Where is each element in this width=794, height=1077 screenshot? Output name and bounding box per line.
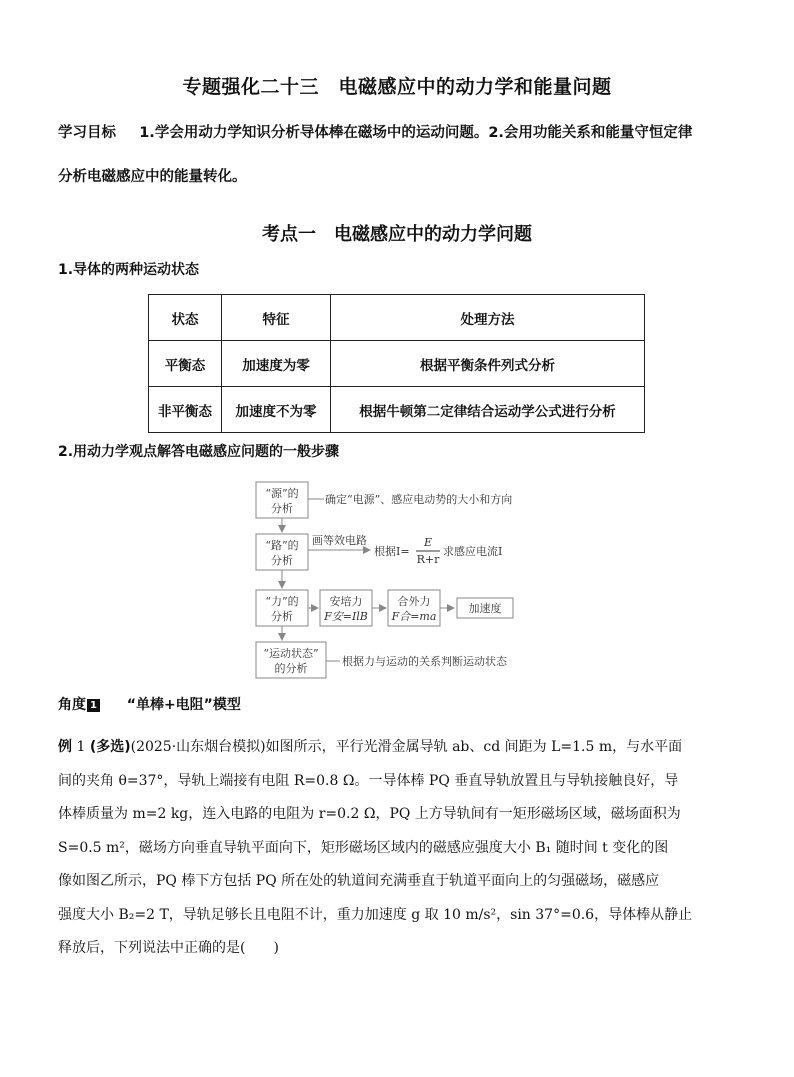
- flow-box-source-line1: “源”的: [265, 487, 299, 500]
- example-text-line: 强度大小 B₂=2 T，导轨足够长且电阻不计，重力加速度 g 取 10 m/s²，sin 37°=0.6，导体棒从静止: [58, 906, 693, 923]
- flow-box-acceleration-label: 加速度: [468, 602, 502, 615]
- arrow-label-equivalent-circuit: 画等效电路: [312, 534, 367, 547]
- flow-box-source-line2: 分析: [271, 502, 293, 515]
- example-text-line: S=0.5 m²，磁场方向垂直导轨平面向下，矩形磁场区域内的磁感应强度大小 B₁ 随时间 t 变化的图: [58, 839, 669, 856]
- frac-denominator: R+r: [416, 553, 440, 566]
- frac-numerator: E: [423, 536, 433, 549]
- table-header: 特征: [222, 295, 331, 341]
- flow-note-source: 确定“电源”、感应电动势的大小和方向: [325, 493, 513, 506]
- example-text-line: 释放后，下列说法中正确的是( ): [58, 940, 279, 956]
- goal-line-1: 1.学会用动力学知识分析导体棒在磁场中的运动问题。2.会用功能关系和能量守恒定律: [139, 125, 693, 141]
- flow-box-circuit-line1: “路”的: [265, 539, 299, 552]
- subheading-motion-states: 1.导体的两种运动状态: [58, 262, 200, 278]
- flow-box-ampere-line2: F安=IlB: [324, 610, 368, 623]
- example-number: 1: [76, 739, 86, 755]
- flow-box-net-line2: F合=ma: [391, 610, 437, 623]
- flow-note-current-post: 求感应电流I: [443, 545, 503, 558]
- table-cell: 加速度不为零: [222, 387, 331, 433]
- example-label: 例: [58, 739, 72, 755]
- table-cell: 根据牛顿第二定律结合运动学公式进行分析: [331, 387, 645, 433]
- angle-label: 角度: [58, 697, 86, 713]
- flow-box-force-line2: 分析: [271, 610, 293, 623]
- example-text-line: 间的夹角 θ=37°，导轨上端接有电阻 R=0.8 Ω。一导体棒 PQ 垂直导轨放置且与导轨接触良好，导: [58, 772, 679, 789]
- table-header: 处理方法: [331, 295, 645, 341]
- table-cell: 平衡态: [149, 341, 222, 387]
- flow-box-motion-line2: 的分析: [274, 662, 308, 675]
- example-text-line: 体棒质量为 m=2 kg，连入电路的电阻为 r=0.2 Ω，PQ 上方导轨间有一矩形磁场区域，磁场面积为: [58, 806, 681, 822]
- flow-box-net-line1: 合外力: [397, 595, 431, 608]
- table-cell: 根据平衡条件列式分析: [331, 341, 645, 387]
- flow-box-force-line1: “力”的: [265, 595, 299, 608]
- table-cell: 加速度为零: [222, 341, 331, 387]
- section-title: 考点一 电磁感应中的动力学问题: [262, 224, 532, 245]
- example-tag: (多选): [89, 739, 131, 755]
- angle-heading: [58, 694, 241, 714]
- goal-label: 学习目标: [58, 125, 116, 141]
- flow-note-motion: 根据力与运动的关系判断运动状态: [342, 655, 507, 668]
- example-text-line: 像如图乙所示，PQ 棒下方包括 PQ 所在处的轨道间充满垂直于轨道平面向上的匀强磁场，磁感应: [58, 873, 660, 889]
- example-source: (2025·山东烟台模拟): [130, 739, 266, 755]
- flow-box-circuit-line2: 分析: [271, 554, 293, 567]
- example-text-line: 如图所示，平行光滑金属导轨 ab、cd 间距为 L=1.5 m，与水平面: [265, 739, 683, 755]
- angle-title: “单棒+电阻”模型: [126, 697, 241, 713]
- page-title: 专题强化二十三 电磁感应中的动力学和能量问题: [182, 76, 612, 98]
- angle-number-badge: 1: [87, 699, 100, 712]
- example-question: [58, 731, 740, 966]
- subheading-general-steps: 2.用动力学观点解答电磁感应问题的一般步骤: [58, 444, 340, 460]
- flow-box-ampere-line1: 安培力: [329, 595, 363, 608]
- table-header: 状态: [149, 295, 222, 341]
- flow-box-motion-line1: “运动状态”: [263, 647, 319, 660]
- example-line: [58, 731, 740, 765]
- goal-line-2: 分析电磁感应中的能量转化。: [58, 169, 247, 185]
- flow-note-current-pre: 根据I=: [374, 545, 410, 558]
- table-cell: 非平衡态: [149, 387, 222, 433]
